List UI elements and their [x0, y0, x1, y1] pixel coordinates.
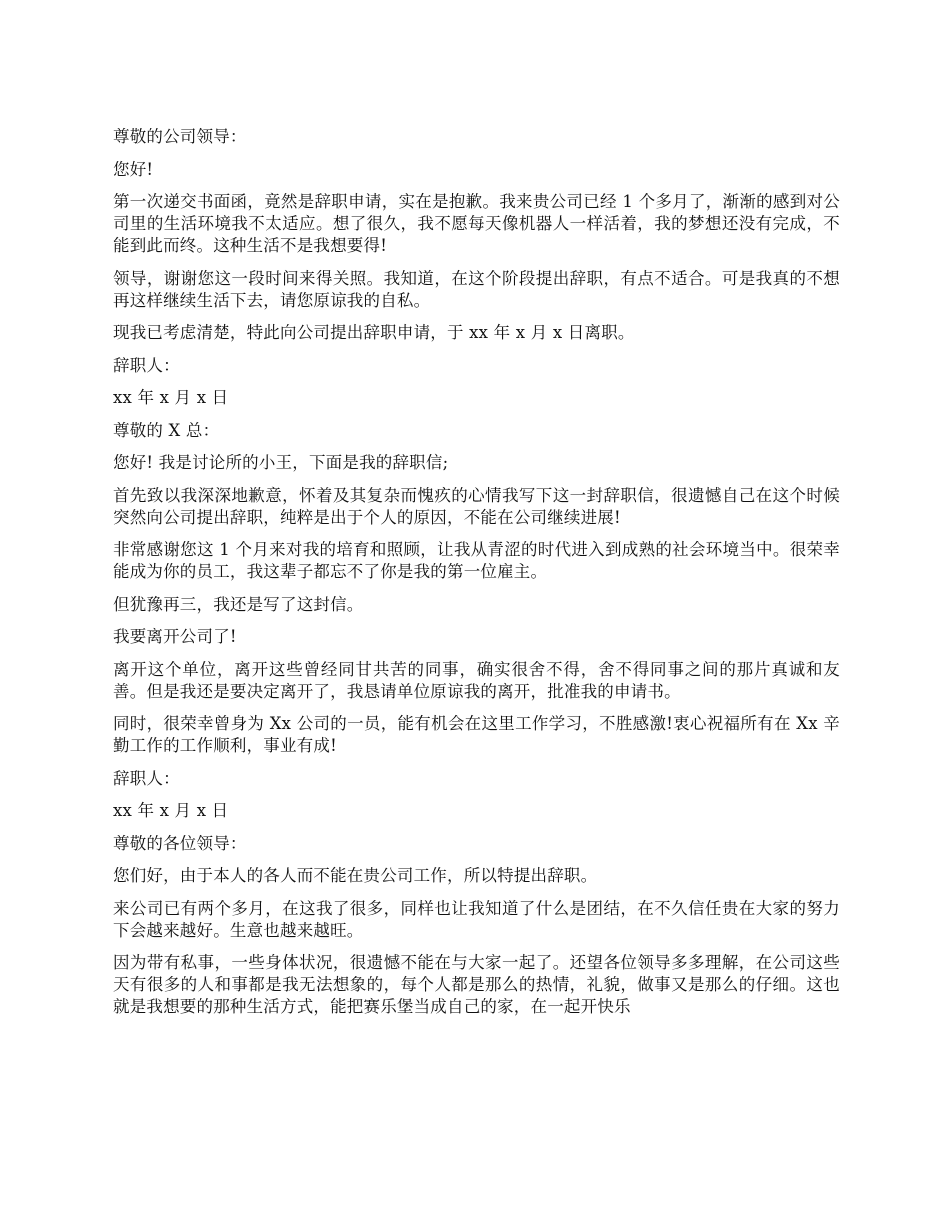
- salutation-2: 尊敬的 X 总：: [113, 420, 220, 440]
- letter-1-paragraph-1: 第一次递交书面函，竟然是辞职申请，实在是抱歉。我来贵公司已经 1 个多月了，渐渐的感到对公司里的生活环境我不太适应。想了很久，我不愿每天像机器人一样活着，我的梦想还没有完成，不能到此而终。这种生活不是我想要得!: [113, 192, 840, 255]
- letter-2-paragraph-1: 首先致以我深深地歉意，怀着及其复杂而愧疚的心情我写下这一封辞职信，很遗憾自己在这个时候突然向公司提出辞职，纯粹是出于个人的原因，不能在公司继续进展!: [113, 485, 840, 527]
- letter-3-paragraph-2: 来公司已有两个多月，在这我了很多，同样也让我知道了什么是团结，在不久信任贵在大家的努力下会越来越好。生意也越来越旺。: [113, 898, 840, 940]
- letter-1-paragraph-2: 领导，谢谢您这一段时间来得关照。我知道，在这个阶段提出辞职，有点不适合。可是我真的不想再这样继续生活下去，请您原谅我的自私。: [113, 268, 840, 310]
- letter-3-paragraph-1: 您们好，由于本人的各人而不能在贵公司工作，所以特提出辞职。: [113, 866, 598, 885]
- salutation-1: 尊敬的公司领导：: [113, 127, 247, 146]
- signature-label-2: 辞职人：: [113, 768, 180, 788]
- letter-2-paragraph-3: 但犹豫再三，我还是写了这封信。: [113, 594, 364, 614]
- letter-1-paragraph-3: 现我已考虑清楚，特此向公司提出辞职申请，于 xx 年 x 月 x 日离职。: [113, 323, 635, 342]
- letter-2-paragraph-5: 离开这个单位，离开这些曾经同甘共苦的同事，确实很舍不得，舍不得同事之间的那片真诚和友善。但是我还是要决定离开了，我恳请单位原谅我的离开，批准我的申请书。: [113, 659, 840, 701]
- letter-body: [113, 126, 840, 1029]
- greeting-1: 您好!: [113, 159, 154, 179]
- letter-3-paragraph-3: 因为带有私事，一些身体状况，很遗憾不能在与大家一起了。还望各位领导多多理解，在公司这些天有很多的人和事都是我无法想象的，每个人都是那么的热情，礼貌，做事又是那么的仔细。这也就是我想要的那种生活方式，能把赛乐堡当成自己的家，在一起开快乐: [113, 953, 840, 1016]
- letter-2-paragraph-4: 我要离开公司了!: [113, 627, 237, 646]
- salutation-3: 尊敬的各位领导：: [113, 833, 247, 853]
- date-line-1: xx 年 x 月 x 日: [113, 388, 229, 407]
- date-line-2: xx 年 x 月 x 日: [113, 801, 229, 820]
- letter-2-paragraph-6: 同时，很荣幸曾身为 Xx 公司的一员，能有机会在这里工作学习，不胜感激!衷心祝福所有在 Xx 辛勤工作的工作顺利，事业有成!: [113, 714, 840, 755]
- greeting-2: 您好! 我是讨论所的小王，下面是我的辞职信;: [113, 453, 449, 472]
- letter-2-paragraph-2: 非常感谢您这 1 个月来对我的培育和照顾，让我从青涩的时代进入到成熟的社会环境当中。很荣幸能成为你的员工，我这辈子都忘不了你是我的第一位雇主。: [113, 540, 840, 581]
- signature-label-1: 辞职人：: [113, 355, 180, 375]
